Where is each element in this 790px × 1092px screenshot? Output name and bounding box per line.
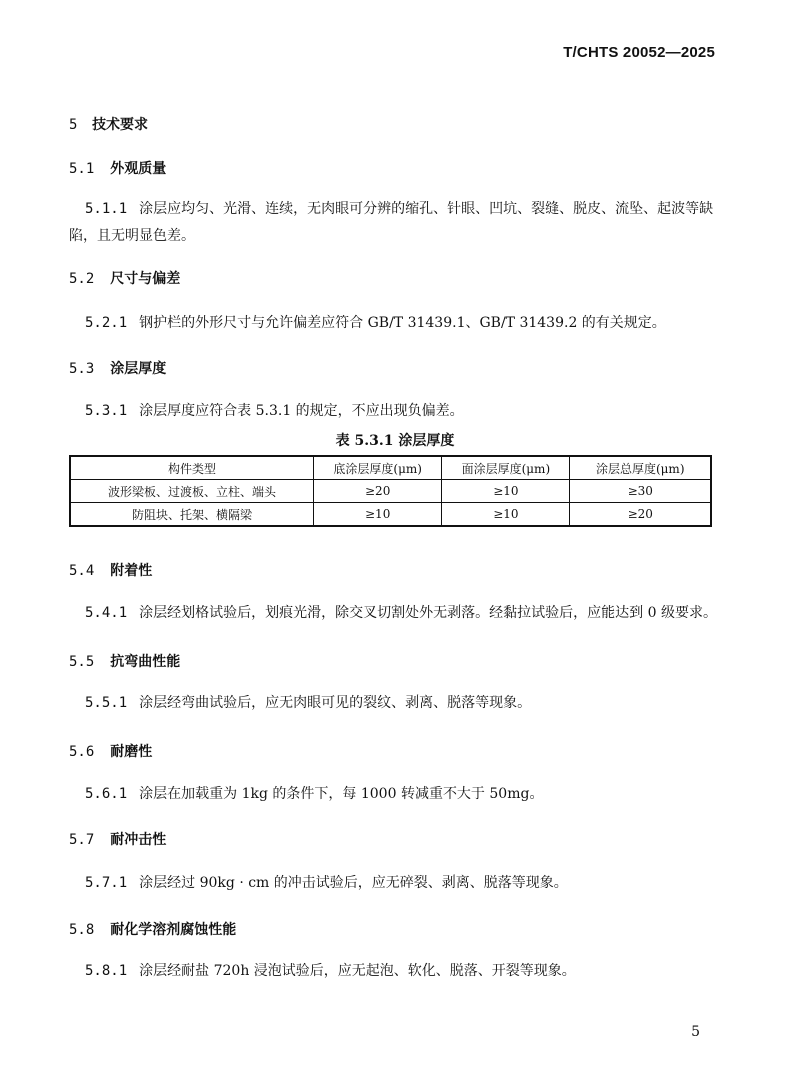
clause	[69, 310, 721, 337]
table-header-cell: 涂层总厚度(μm)	[570, 456, 711, 480]
subsection-title: 抗弯曲性能	[110, 654, 181, 670]
subsection-title: 附着性	[110, 563, 153, 579]
subsection-heading	[69, 741, 152, 761]
subsection-title: 尺寸与偏差	[110, 271, 181, 287]
clause-text: 涂层应均匀、光滑、连续，无肉眼可分辨的缩孔、针眼、凹坑、裂缝、脱皮、流坠、起波等缺陷，且无明显色差。	[69, 201, 714, 244]
table-row	[70, 503, 711, 527]
subsection-heading	[69, 651, 180, 671]
clause	[69, 398, 721, 425]
clause-text: 涂层在加载重为 1kg 的条件下，每 1000 转减重不大于 50mg。	[139, 786, 544, 802]
table-header-cell: 底涂层厚度(μm)	[314, 456, 442, 480]
subsection-heading	[69, 358, 166, 378]
clause-text: 涂层经弯曲试验后，应无肉眼可见的裂纹、剥离、脱落等现象。	[139, 695, 532, 711]
subsection-number: 5.2	[69, 271, 95, 287]
subsection-number: 5.4	[69, 563, 95, 579]
table-header-cell: 构件类型	[70, 456, 314, 480]
clause	[69, 600, 721, 627]
page-number: 5	[691, 1024, 700, 1040]
table-cell: 防阻块、托架、横隔梁	[70, 503, 314, 527]
table-row	[70, 480, 711, 503]
clause-text: 涂层经划格试验后，划痕光滑，除交叉切割处外无剥落。经黏拉试验后，应能达到 0 级要求。	[139, 605, 717, 621]
clause-number: 5.1.1	[85, 201, 128, 217]
table-cell: ≥10	[442, 480, 570, 503]
clause-text: 涂层厚度应符合表 5.3.1 的规定，不应出现负偏差。	[139, 403, 464, 419]
subsection-heading	[69, 158, 166, 178]
subsection-heading	[69, 560, 152, 580]
clause	[69, 781, 721, 808]
table-header-cell: 面涂层厚度(μm)	[442, 456, 570, 480]
coating-thickness-table	[69, 455, 712, 527]
table-cell: ≥10	[314, 503, 442, 527]
clause-text: 钢护栏的外形尺寸与允许偏差应符合 GB/T 31439.1、GB/T 31439.2 的有关规定。	[139, 315, 666, 331]
subsection-heading	[69, 829, 166, 849]
table-cell: ≥20	[314, 480, 442, 503]
table-cell: 波形梁板、过渡板、立柱、端头	[70, 480, 314, 503]
subsection-heading	[69, 268, 180, 288]
clause-number: 5.8.1	[85, 963, 128, 979]
subsection-number: 5.7	[69, 832, 95, 848]
clause	[69, 690, 721, 717]
table-caption: 表 5.3.1 涂层厚度	[335, 433, 455, 449]
clause-number: 5.3.1	[85, 403, 128, 419]
table-cell: ≥10	[442, 503, 570, 527]
clause-text: 涂层经耐盐 720h 浸泡试验后，应无起泡、软化、脱落、开裂等现象。	[139, 963, 576, 979]
clause-number: 5.5.1	[85, 695, 128, 711]
clause-text: 涂层经过 90kg · cm 的冲击试验后，应无碎裂、剥离、脱落等现象。	[139, 875, 568, 891]
clause	[69, 196, 721, 250]
subsection-title: 耐磨性	[110, 744, 153, 760]
clause-number: 5.4.1	[85, 605, 128, 621]
subsection-title: 耐化学溶剂腐蚀性能	[110, 922, 237, 938]
subsection-number: 5.3	[69, 361, 95, 377]
subsection-title: 外观质量	[110, 161, 167, 177]
subsection-heading	[69, 919, 236, 939]
subsection-number: 5.5	[69, 654, 95, 670]
clause-number: 5.2.1	[85, 315, 128, 331]
table-header-row	[70, 456, 711, 480]
subsection-number: 5.6	[69, 744, 95, 760]
table-cell: ≥30	[570, 480, 711, 503]
subsection-title: 涂层厚度	[110, 361, 167, 377]
table-cell: ≥20	[570, 503, 711, 527]
standard-code: T/CHTS 20052—2025	[563, 44, 715, 61]
clause-number: 5.6.1	[85, 786, 128, 802]
subsection-number: 5.1	[69, 161, 95, 177]
subsection-number: 5.8	[69, 922, 95, 938]
section-title: 技术要求	[92, 117, 149, 133]
section-number: 5	[69, 117, 78, 133]
clause	[69, 870, 721, 897]
section-heading	[69, 114, 148, 134]
subsection-title: 耐冲击性	[110, 832, 167, 848]
clause-number: 5.7.1	[85, 875, 128, 891]
clause	[69, 958, 721, 985]
